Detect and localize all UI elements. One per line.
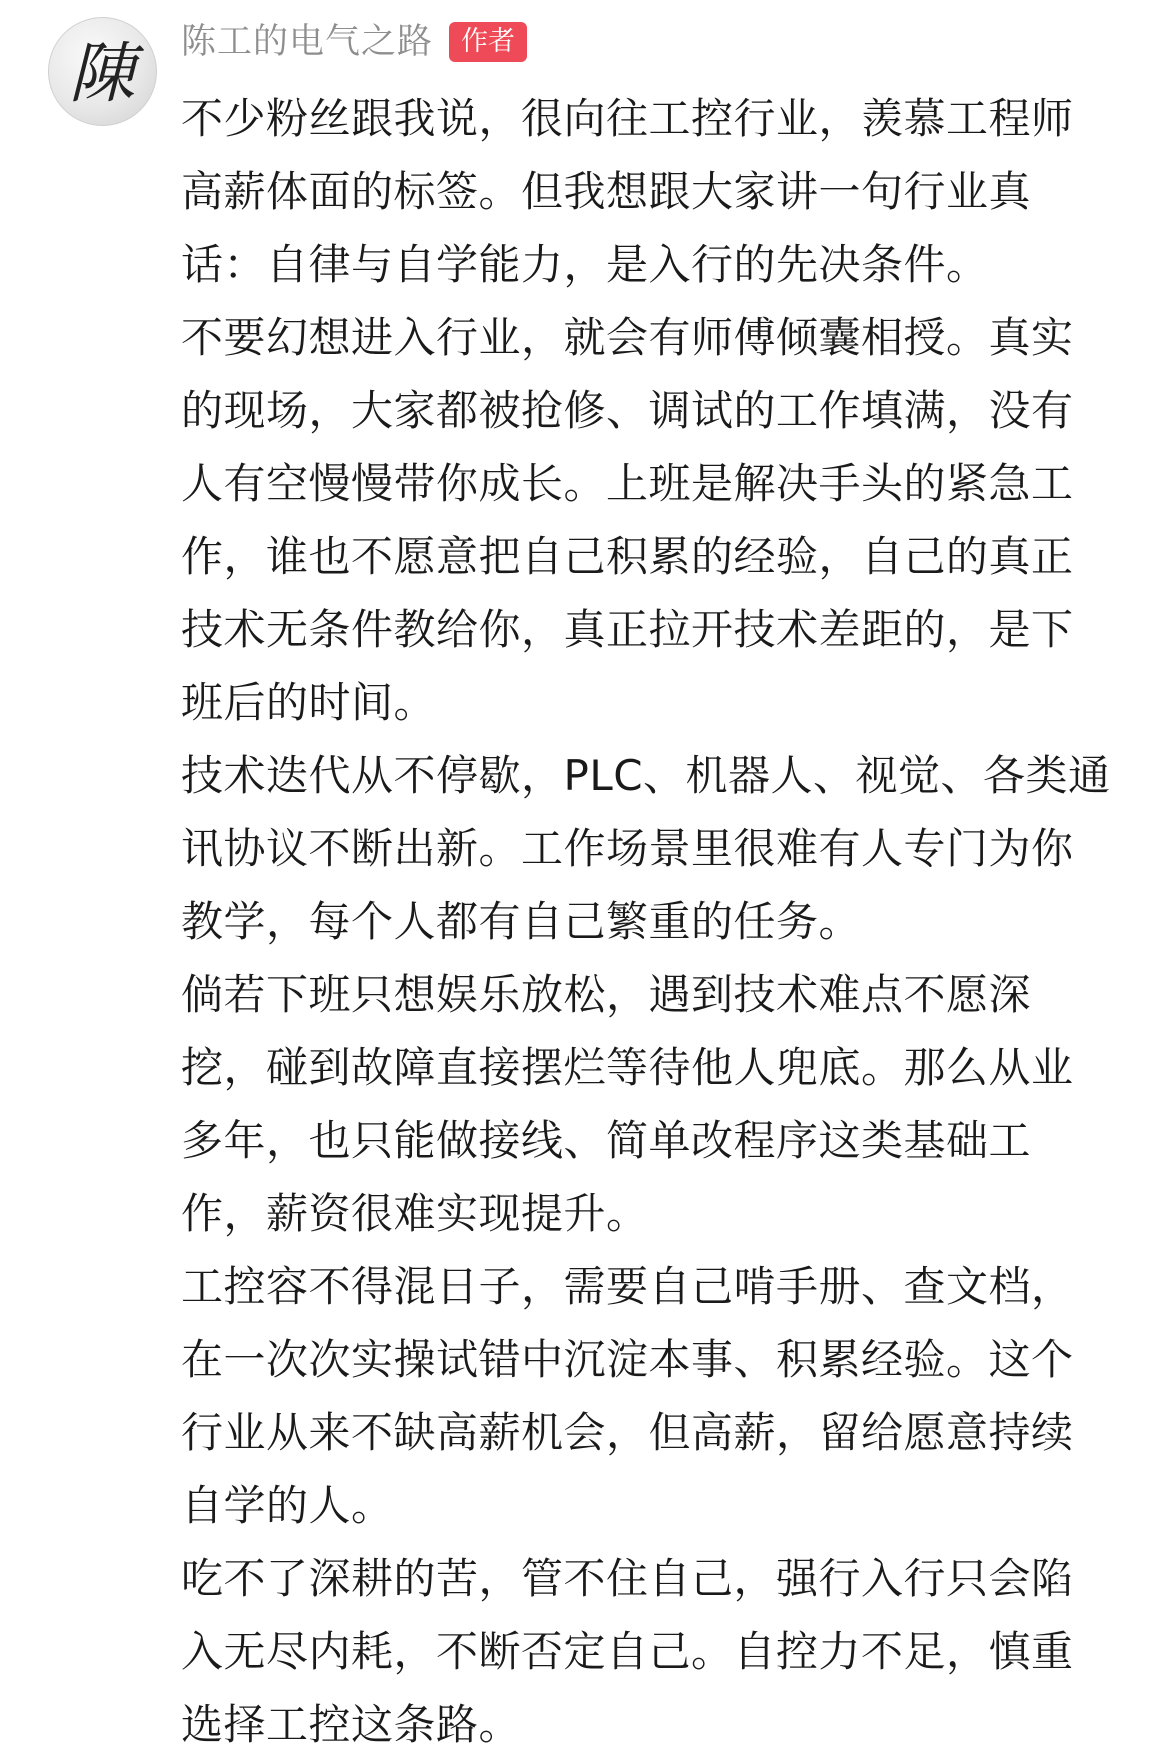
comment-body xyxy=(181,82,1111,1761)
paragraph: 不要幻想进入行业，就会有师傅倾囊相授。真实的现场，大家都被抢修、调试的工作填满，没有人有空慢慢带你成长。上班是解决手头的紧急工作，谁也不愿意把自己积累的经验，自己的真正技术无条件教给你，真正拉开技术差距的，是下班后的时间。 xyxy=(181,313,1074,727)
paragraph: 吃不了深耕的苦，管不住自己，强行入行只会陷入无尽内耗，不断否定自己。自控力不足，慎重选择工控这条路。 xyxy=(181,1554,1074,1749)
paragraph: 工控容不得混日子，需要自己啃手册、查文档，在一次次实操试错中沉淀本事、积累经验。这个行业从来不缺高薪机会，但高薪，留给愿意持续自学的人。 xyxy=(181,1262,1074,1530)
author-name[interactable]: 陈工的电气之路 xyxy=(181,22,434,62)
avatar-glyph: 陳 xyxy=(69,35,135,112)
paragraph: 技术迭代从不停歇，PLC、机器人、视觉、各类通讯协议不断出新。工作场景里很难有人专门为你教学，每个人都有自己繁重的任务。 xyxy=(181,751,1111,946)
calligraphy-avatar-icon xyxy=(49,18,156,125)
author-avatar[interactable] xyxy=(48,17,157,126)
author-badge: 作者 xyxy=(449,22,527,62)
paragraph: 不少粉丝跟我说，很向往工控行业，羡慕工程师高薪体面的标签。但我想跟大家讲一句行业真话：自律与自学能力，是入行的先决条件。 xyxy=(181,94,1074,289)
paragraph: 倘若下班只想娱乐放松，遇到技术难点不愿深挖，碰到故障直接摆烂等待他人兜底。那么从业多年，也只能做接线、简单改程序这类基础工作，薪资很难实现提升。 xyxy=(181,970,1074,1238)
author-row xyxy=(181,16,527,68)
